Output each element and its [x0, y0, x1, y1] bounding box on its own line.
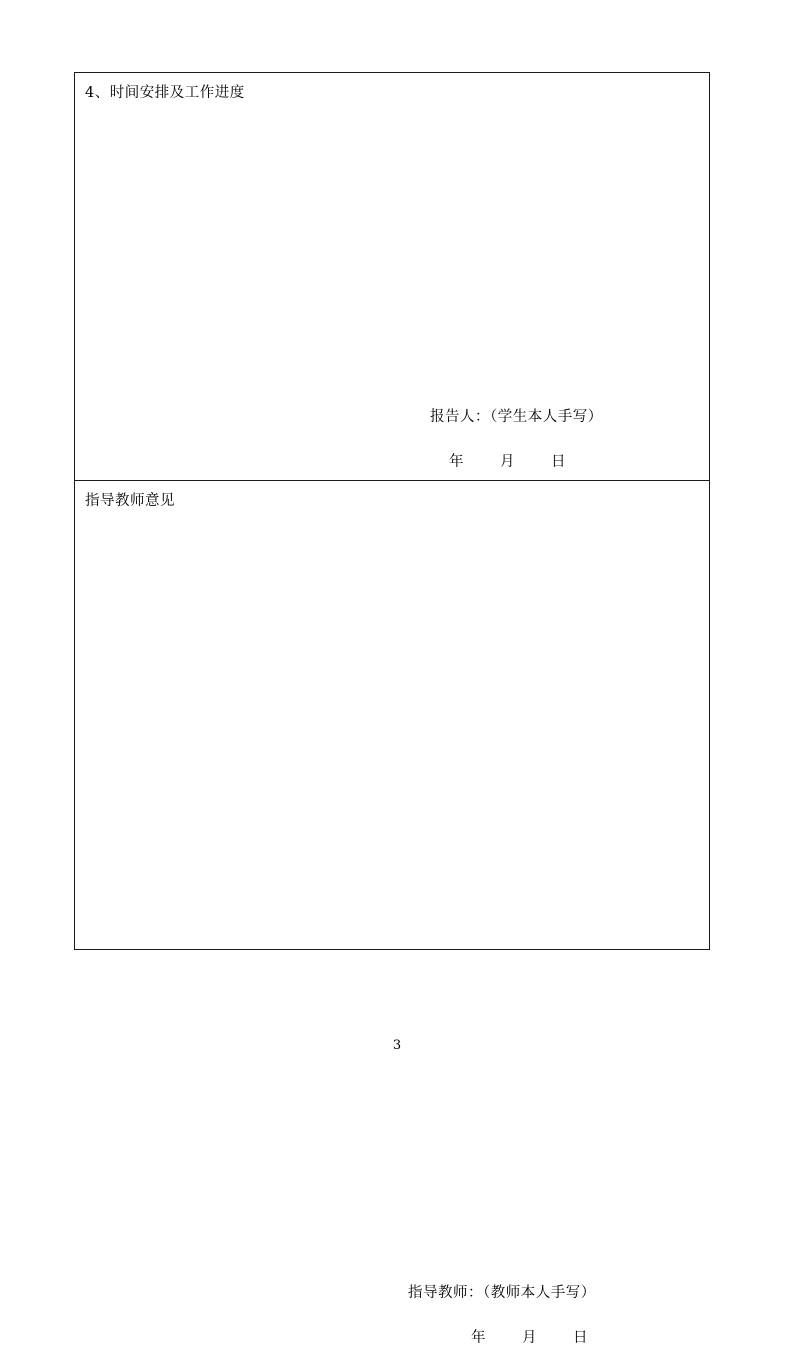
- student-date-line: [449, 450, 566, 471]
- section-schedule-title: 4、时间安排及工作进度: [85, 85, 245, 101]
- advisor-signature-label: 指导教师：（教师本人手写）: [408, 1285, 596, 1301]
- student-date-month: 月: [500, 454, 515, 470]
- section-schedule: [75, 73, 709, 481]
- advisor-date-day: 日: [573, 1330, 588, 1346]
- advisor-date-line: [471, 1326, 588, 1347]
- advisor-date-month: 月: [522, 1330, 537, 1346]
- form-table: [74, 72, 710, 1346]
- section-advisor-title: 指导教师意见: [85, 493, 175, 509]
- student-date-year: 年: [449, 454, 464, 470]
- section-advisor-opinion: [75, 481, 709, 1346]
- advisor-date-year: 年: [471, 1330, 486, 1346]
- student-signature-label: 报告人：（学生本人手写）: [430, 409, 603, 425]
- page-number: 3: [392, 1038, 402, 1053]
- student-date-day: 日: [551, 454, 566, 470]
